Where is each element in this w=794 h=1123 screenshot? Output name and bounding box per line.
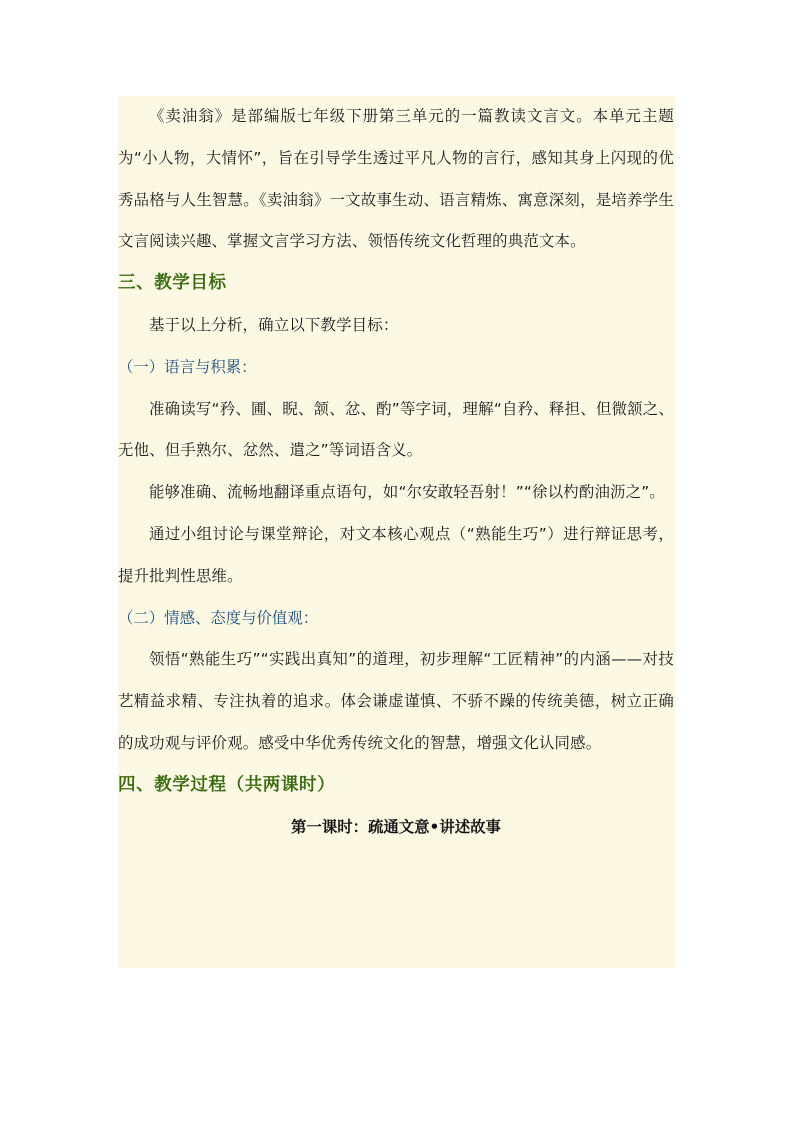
section-3-heading: 三、教学目标 bbox=[118, 273, 227, 294]
objective-paragraph: 领悟“熟能生巧”“实践出真知”的道理，初步理解“工匠精神”的内涵——对技艺精益求精、专注执着的追求。体会谦虚谨慎、不骄不躁的传统美德，树立正确的成功观与评价观。感受中华优秀传统文化的智慧，增强文化认同感。 bbox=[118, 650, 674, 752]
section-3-lead: 基于以上分析，确立以下教学目标： bbox=[149, 315, 399, 334]
subsection-values-heading: （二）情感、态度与价值观： bbox=[118, 608, 319, 627]
objective-paragraph: 能够准确、流畅地翻译重点语句，如“尔安敢轻吾射！”“徐以杓酌油沥之”。 bbox=[149, 483, 666, 502]
subsection-language-heading: （一）语言与积累： bbox=[118, 357, 257, 376]
section-4-heading: 四、教学过程（共两课时） bbox=[118, 774, 336, 795]
objective-paragraph: 通过小组讨论与课堂辩论，对文本核心观点（“熟能生巧”）进行辩证思考，提升批判性思维。 bbox=[118, 524, 674, 585]
objective-paragraph: 准确读写“矜、圃、睨、颔、忿、酌”等字词，理解“自矜、释担、但微颔之、无他、但手熟尔、忿然、遣之”等词语含义。 bbox=[118, 399, 674, 460]
document-content bbox=[118, 96, 674, 848]
intro-paragraph: 《卖油翁》是部编版七年级下册第三单元的一篇教读文言文。本单元主题为“小人物，大情怀”，旨在引导学生透过平凡人物的言行，感知其身上闪现的优秀品格与人生智慧。《卖油翁》一文故事生动、语言精炼、寓意深刻，是培养学生文言阅读兴趣、掌握文言学习方法、领悟传统文化哲理的典范文本。 bbox=[118, 107, 674, 251]
lesson-1-title: 第一课时：疏通文意•讲述故事 bbox=[291, 817, 501, 836]
